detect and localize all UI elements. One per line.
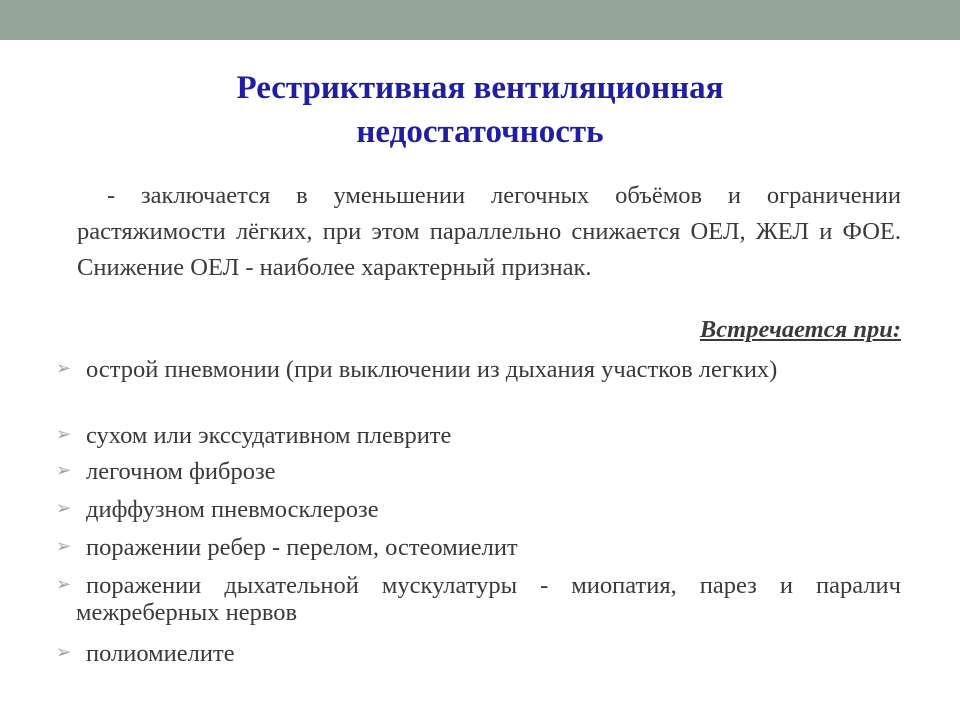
list-item-text: сухом или экссудативном плеврите — [86, 422, 452, 449]
list-item — [56, 534, 901, 561]
list-item-text: легочном фиброзе — [86, 458, 276, 485]
top-decorative-bar — [0, 0, 960, 40]
arrowhead-bullet-icon: ➢ — [56, 358, 72, 379]
list-item — [56, 422, 901, 449]
slide-title — [80, 66, 880, 154]
title-line-1: Рестриктивная вентиляционная — [236, 70, 724, 106]
list-item — [56, 496, 901, 523]
arrowhead-bullet-icon: ➢ — [56, 536, 72, 557]
list-item-text: поражении дыхательной мускулатуры - миопатия, парез и паралич межреберных нервов — [76, 572, 901, 626]
arrowhead-bullet-icon: ➢ — [56, 642, 72, 663]
list-item-text: острой пневмонии (при выключении из дыхания участков легких) — [86, 356, 778, 383]
arrowhead-bullet-icon: ➢ — [56, 424, 72, 445]
list-item-text: полиомиелите — [86, 640, 235, 667]
list-item — [56, 640, 901, 667]
arrowhead-bullet-icon: ➢ — [56, 460, 72, 481]
list-item — [56, 572, 901, 626]
intro-paragraph: - заключается в уменьшении легочных объёмов и ограничении растяжимости лёгких, при этом параллельно снижается ОЕЛ, ЖЕЛ и ФОЕ. Снижение ОЕЛ - наиболее характерный признак. — [77, 182, 901, 281]
meets-heading: Встречается при: — [699, 316, 901, 343]
arrowhead-bullet-icon: ➢ — [56, 498, 72, 519]
list-item-text: поражении ребер - перелом, остеомиелит — [86, 534, 518, 561]
list-item-text: диффузном пневмосклерозе — [86, 496, 379, 523]
title-line-2: недостаточность — [356, 114, 604, 150]
list-item — [56, 458, 901, 485]
arrowhead-bullet-icon: ➢ — [56, 574, 72, 595]
list-item — [56, 356, 901, 383]
